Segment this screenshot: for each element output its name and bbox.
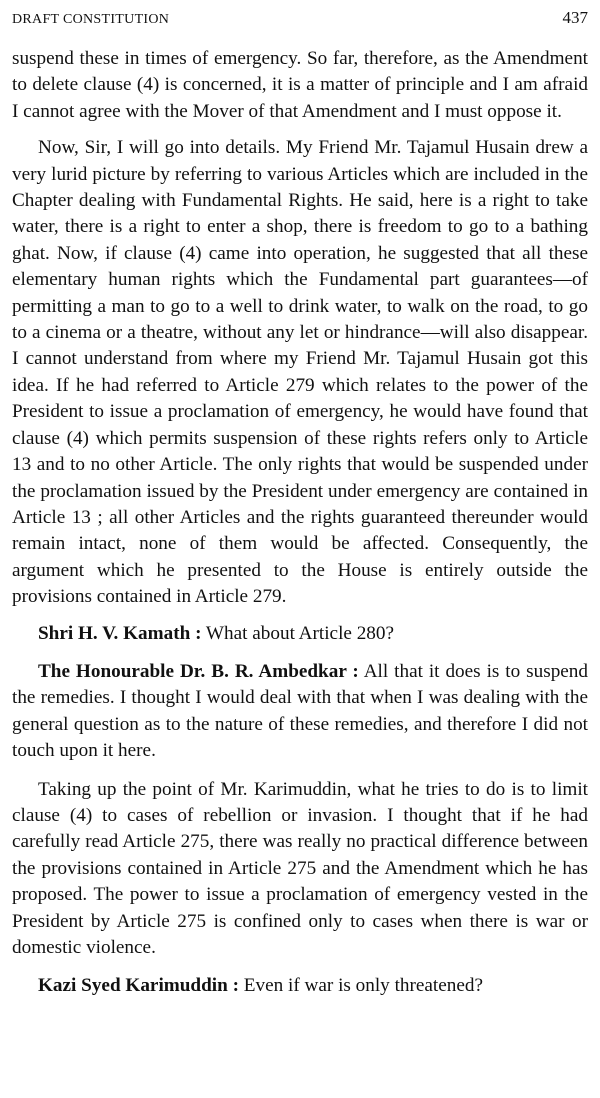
paragraph — [12, 777, 588, 962]
paragraph-text: suspend these in times of emergency. So far, therefore, as the Amendment to delete clause (4) is concerned, it is a matter of principle and I am afraid I cannot agree with the Mover of that Amendment and I must oppose it. — [12, 48, 588, 122]
paragraph-text: All that it does is to suspend the remedies. I thought I would deal with that when I was dealing with the general question as to the nature of these remedies, and therefore I did not touch upon it here. — [12, 660, 588, 762]
running-title: DRAFT CONSTITUTION — [12, 12, 170, 27]
paragraph-text: Now, Sir, I will go into details. My Friend Mr. Tajamul Husain drew a very lurid picture by referring to various Articles which are included in the Chapter dealing with Fundamental Rights. He said, here is a right to take water, there is a right to enter a shop, there is freedom to go to a bathing ghat. Now, if clause (4) came into operation, he suggested that all these elementary human rights which the Fundamental part guarantees—of permitting a man to go to a well to drink water, to walk on the road, to go to a cinema or a theatre, without any let or hindrance—will also disappear. I cannot understand from where my Friend Mr. Tajamul Husain got this idea. If he had referred to Article 279 which relates to the power of the President to issue a proclamation of emergency, he would have found that clause (4) which permits suspension of these rights refers only to Article 13 and to no other Article. The only rights that would be suspended under the proclamation issued by the President under emergency are contained in Article 13 ; all other Articles and the rights guaranteed thereunder would remain intact, none of them would be affected. Consequently, the argument which he presented to the House is entirely outside the provisions contained in Article 279. — [12, 137, 588, 608]
page-number: 437 — [562, 8, 588, 27]
paragraph-text: Even if war is only threatened? — [238, 975, 483, 997]
running-header — [12, 8, 588, 34]
paragraph-text: Taking up the point of Mr. Karimuddin, what he tries to do is to limit clause (4) to cases of rebellion or invasion. I thought that if he had carefully read Article 275, there was really no practical difference between the provisions contained in Article 275 and the Amendment which he has proposed. The power to issue a proclamation of emergency vested in the President by Article 275 is confined only to cases when there is war or domestic violence. — [12, 778, 588, 958]
paragraph — [12, 135, 588, 610]
speaker-name: The Honourable Dr. B. R. Ambedkar : — [38, 660, 359, 682]
speaker-name: Kazi Syed Karimuddin : — [38, 975, 239, 997]
paragraph — [12, 46, 588, 125]
speaker-paragraph — [12, 973, 588, 999]
speaker-paragraph — [12, 621, 588, 647]
paragraph-text: What about Article 280? — [201, 622, 395, 644]
body-text — [12, 46, 588, 1000]
speaker-name: Shri H. V. Kamath : — [38, 622, 202, 644]
speaker-paragraph — [12, 659, 588, 765]
